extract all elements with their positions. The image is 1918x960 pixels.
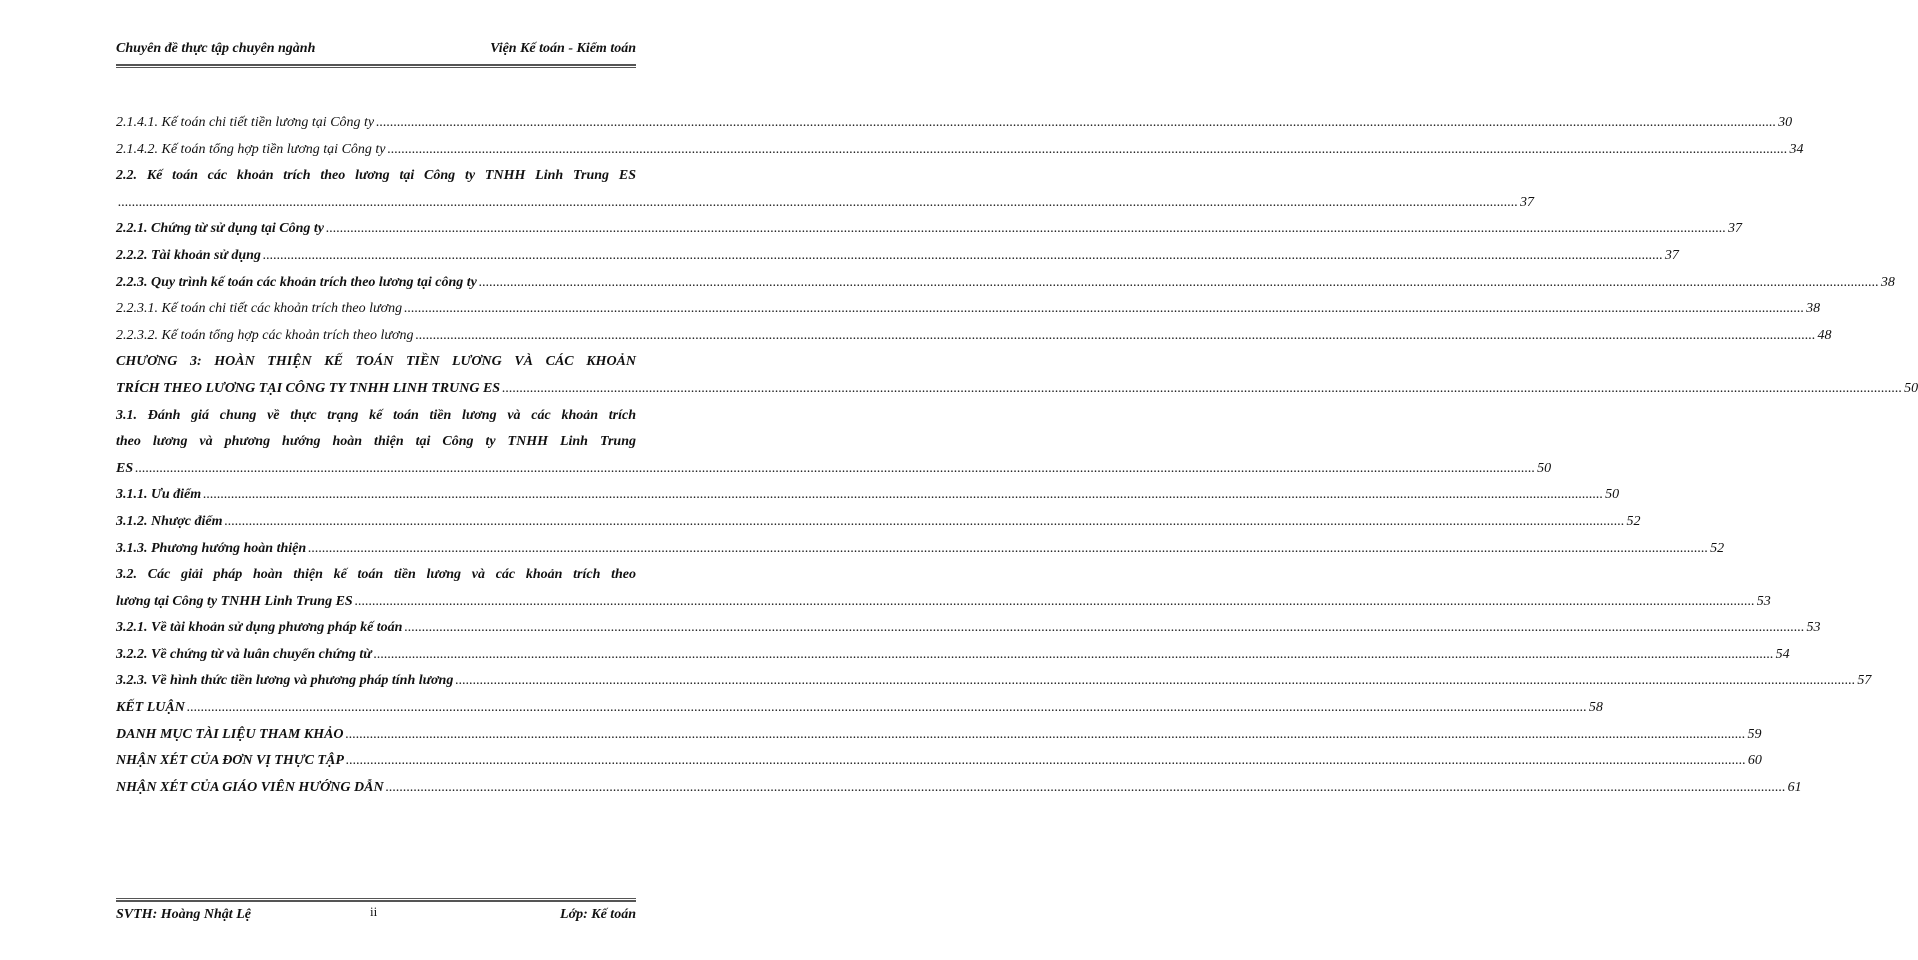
toc-leader-dots: ................................................................................................................................................................................................................................................................................................................................................................................................................	[455, 673, 1856, 689]
footer-student-name: SVTH: Hoàng Nhật Lệ	[116, 907, 251, 922]
toc-leader-dots: ................................................................................................................................................................................................................................................................................................................................................................................................................	[354, 593, 1755, 609]
toc-entry	[116, 775, 1802, 802]
toc-entry-title: 3.2. Các giải pháp hoàn thiện kế toán tiền lương và các khoản trích theo	[116, 567, 636, 583]
toc-entry	[116, 509, 1641, 536]
toc-page-number: 50	[1605, 487, 1620, 503]
toc-entry	[116, 137, 1804, 164]
toc-entry-title: TRÍCH THEO LƯƠNG TẠI CÔNG TY TNHH LINH TRUNG ES	[116, 380, 501, 396]
toc-entry-title: 3.2.1. Về tài khoản sử dụng phương pháp kế toán	[116, 620, 403, 636]
toc-leader-dots: ................................................................................................................................................................................................................................................................................................................................................................................................................	[404, 301, 1805, 317]
toc-entry	[116, 403, 636, 430]
footer-divider	[116, 898, 636, 902]
toc-entry-title: NHẬN XÉT CỦA GIÁO VIÊN HƯỚNG DẪN	[116, 779, 384, 795]
toc-entry-title: ES	[116, 460, 134, 476]
toc-page-number: 53	[1756, 593, 1771, 609]
toc-entry-title: 2.1.4.1. Kế toán chi tiết tiền lương tại Công ty	[116, 115, 375, 130]
toc-page-number: 50	[1904, 380, 1918, 396]
toc-leader-dots: ................................................................................................................................................................................................................................................................................................................................................................................................................	[385, 779, 1786, 795]
toc-leader-dots: ................................................................................................................................................................................................................................................................................................................................................................................................................	[502, 380, 1903, 396]
toc-entry-title: 2.2.2. Tài khoản sử dụng	[116, 247, 261, 263]
footer-page-number: ii	[370, 904, 378, 919]
toc-entry	[116, 722, 1762, 749]
toc-entry-title: 3.2.2. Về chứng từ và luân chuyển chứng từ	[116, 646, 372, 662]
toc-leader-dots: ................................................................................................................................................................................................................................................................................................................................................................................................................	[224, 513, 1625, 529]
toc-leader-dots: ................................................................................................................................................................................................................................................................................................................................................................................................................	[345, 726, 1746, 742]
toc-entry-title: CHƯƠNG 3: HOÀN THIỆN KẾ TOÁN TIỀN LƯƠNG VÀ CÁC KHOẢN	[116, 354, 636, 370]
toc-entry	[116, 376, 1918, 403]
toc-leader-dots: ................................................................................................................................................................................................................................................................................................................................................................................................................	[135, 460, 1536, 476]
toc-leader-dots: ................................................................................................................................................................................................................................................................................................................................................................................................................	[415, 327, 1816, 343]
toc-entry	[116, 642, 1790, 669]
toc-entry-title: 2.2.3. Quy trình kế toán các khoản trích theo lương tại công ty	[116, 274, 477, 290]
toc-leader-dots: ................................................................................................................................................................................................................................................................................................................................................................................................................	[376, 115, 1777, 130]
toc-page-number: 53	[1806, 620, 1821, 636]
toc-entry	[116, 615, 1821, 642]
toc-entry-title: lương tại Công ty TNHH Linh Trung ES	[116, 593, 353, 609]
table-of-contents	[116, 110, 1918, 801]
toc-page-number: 38	[1806, 301, 1821, 317]
toc-page-number: 57	[1857, 673, 1872, 689]
toc-page-number: 52	[1626, 513, 1641, 529]
toc-page-number: 52	[1710, 540, 1725, 556]
toc-entry	[116, 110, 1793, 137]
toc-page-number: 59	[1747, 726, 1762, 742]
toc-leader-dots: ................................................................................................................................................................................................................................................................................................................................................................................................................	[262, 247, 1663, 263]
toc-leader-dots: ................................................................................................................................................................................................................................................................................................................................................................................................................	[326, 221, 1726, 237]
toc-leader-dots: ................................................................................................................................................................................................................................................................................................................................................................................................................	[118, 194, 1518, 210]
toc-entry-title: 2.2.3.1. Kế toán chi tiết các khoản trích theo lương	[116, 301, 403, 317]
toc-entry-title: theo lương và phương hướng hoàn thiện tại Công ty TNHH Linh Trung	[116, 434, 636, 450]
page-footer	[116, 904, 636, 928]
toc-entry-title: KẾT LUẬN	[116, 700, 185, 716]
toc-entry-title: 2.2.1. Chứng từ sử dụng tại Công ty	[116, 221, 324, 237]
toc-entry	[116, 748, 1762, 775]
toc-leader-dots: ................................................................................................................................................................................................................................................................................................................................................................................................................	[203, 487, 1604, 503]
header-left-text: Chuyên đề thực tập chuyên ngành	[116, 41, 316, 56]
toc-entry	[116, 296, 1821, 323]
toc-entry-title: 2.2.3.2. Kế toán tổng hợp các khoản trích theo lương	[116, 327, 414, 343]
toc-entry	[116, 429, 636, 456]
toc-entry	[116, 456, 1552, 483]
toc-entry-title: NHẬN XÉT CỦA ĐƠN VỊ THỰC TẬP	[116, 753, 344, 769]
toc-leader-dots: ................................................................................................................................................................................................................................................................................................................................................................................................................	[387, 141, 1788, 157]
toc-entry	[116, 163, 636, 190]
toc-leader-dots: ................................................................................................................................................................................................................................................................................................................................................................................................................	[373, 646, 1774, 662]
toc-page-number: 30	[1778, 115, 1793, 130]
toc-entry-title: 3.1. Đánh giá chung về thực trạng kế toán tiền lương và các khoản trích	[116, 407, 636, 423]
toc-page-number: 34	[1789, 141, 1804, 157]
toc-leader-dots: ................................................................................................................................................................................................................................................................................................................................................................................................................	[478, 274, 1879, 290]
toc-entry-title: 3.1.3. Phương hướng hoàn thiện	[116, 540, 307, 556]
toc-page-number: 54	[1775, 646, 1790, 662]
footer-class: Lớp: Kế toán	[560, 907, 636, 922]
header-right-text: Viện Kế toán - Kiểm toán	[490, 41, 636, 56]
toc-entry	[116, 270, 1895, 297]
toc-page-number: 61	[1787, 779, 1802, 795]
toc-entry-title: 3.1.2. Nhược điểm	[116, 513, 223, 529]
toc-entry	[116, 589, 1771, 616]
toc-entry-title: 3.2.3. Về hình thức tiền lương và phương pháp tính lương	[116, 673, 454, 689]
toc-page-number: 60	[1747, 753, 1762, 769]
toc-leader-dots: ................................................................................................................................................................................................................................................................................................................................................................................................................	[345, 753, 1746, 769]
toc-page-number: 38	[1880, 274, 1895, 290]
toc-leader-dots: ................................................................................................................................................................................................................................................................................................................................................................................................................	[308, 540, 1709, 556]
toc-entry-title: 3.1.1. Ưu điểm	[116, 487, 202, 503]
toc-entry	[116, 349, 636, 376]
toc-leader-dots: ................................................................................................................................................................................................................................................................................................................................................................................................................	[404, 620, 1805, 636]
toc-leader-dots: ................................................................................................................................................................................................................................................................................................................................................................................................................	[186, 700, 1587, 716]
toc-page-number: 50	[1537, 460, 1552, 476]
toc-entry	[116, 190, 1534, 217]
toc-entry	[116, 562, 636, 589]
page-header	[116, 38, 636, 62]
toc-entry-title: DANH MỤC TÀI LIỆU THAM KHẢO	[116, 726, 344, 742]
toc-page-number: 37	[1728, 221, 1742, 237]
toc-entry	[116, 536, 1725, 563]
toc-entry	[116, 695, 1603, 722]
toc-page-number: 58	[1588, 700, 1603, 716]
toc-page-number: 37	[1664, 247, 1679, 263]
toc-entry	[116, 216, 1742, 243]
toc-entry	[116, 668, 1872, 695]
toc-entry	[116, 323, 1832, 350]
toc-entry-title: 2.2. Kế toán các khoản trích theo lương tại Công ty TNHH Linh Trung ES	[116, 168, 636, 184]
toc-entry	[116, 243, 1679, 270]
toc-entry-title: 2.1.4.2. Kế toán tổng hợp tiền lương tại Công ty	[116, 141, 386, 157]
toc-page-number: 48	[1817, 327, 1832, 343]
toc-entry	[116, 482, 1620, 509]
toc-page-number: 37	[1520, 194, 1534, 210]
header-divider	[116, 64, 636, 68]
